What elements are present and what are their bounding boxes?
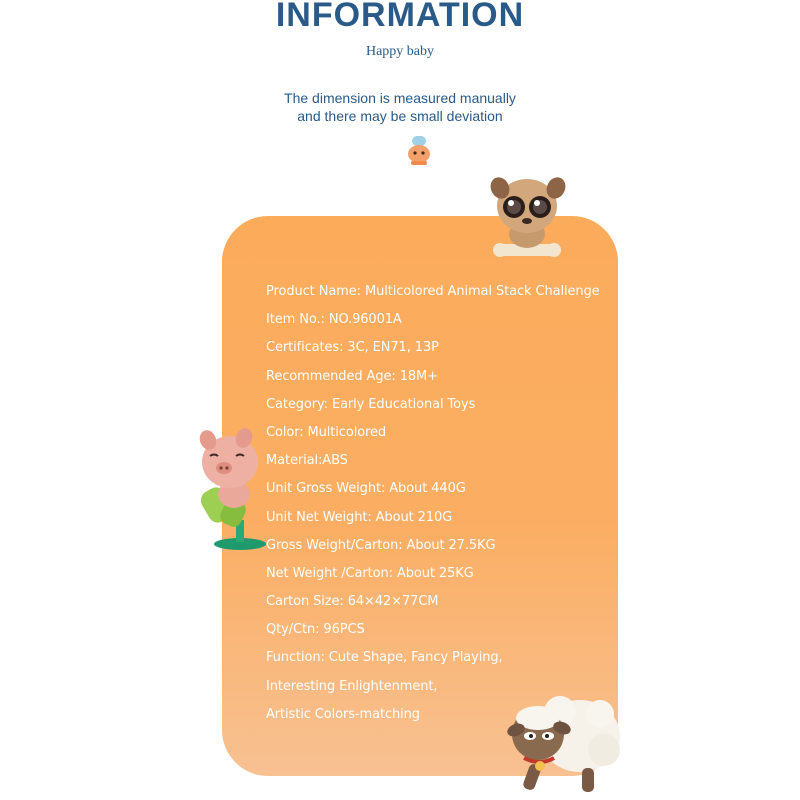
spec-unit-net-weight: Unit Net Weight: About 210G	[266, 509, 453, 525]
spec-certificates: Certificates: 3C, EN71, 13P	[266, 340, 439, 356]
pug-dog-toy-icon	[486, 174, 568, 260]
spec-qty-ctn: Qty/Ctn: 96PCS	[266, 622, 365, 638]
spec-category: Category: Early Educational Toys	[266, 396, 476, 412]
dimension-note	[0, 89, 800, 125]
spec-net-weight-carton: Net Weight /Carton: About 25KG	[266, 565, 474, 581]
spec-gross-weight-carton: Gross Weight/Carton: About 27.5KG	[266, 537, 496, 553]
note-line-1: The dimension is measured manually	[284, 90, 516, 106]
spec-list	[266, 278, 626, 729]
spec-function: Function: Cute Shape, Fancy Playing,	[266, 650, 503, 666]
page-title: INFORMATION	[275, 0, 525, 34]
spec-function-cont-2: Artistic Colors-matching	[266, 706, 420, 722]
spec-unit-gross-weight: Unit Gross Weight: About 440G	[266, 481, 466, 497]
spec-carton-size: Carton Size: 64×42×77CM	[266, 594, 439, 610]
spec-color: Color: Multicolored	[266, 424, 387, 440]
spec-material: Material:ABS	[266, 453, 348, 469]
note-line-2: and there may be small deviation	[297, 108, 503, 124]
pig-toy-icon	[196, 428, 272, 552]
spec-item-no: Item No.: NO.96001A	[266, 312, 402, 328]
spec-product-name: Product Name: Multicolored Animal Stack Challenge	[266, 284, 600, 299]
page-subtitle: Happy baby	[365, 44, 435, 59]
spec-recommended-age: Recommended Age: 18M+	[266, 368, 438, 384]
spec-function-cont-1: Interesting Enlightenment,	[266, 678, 438, 694]
small-toy-icon	[405, 136, 433, 166]
sheep-toy-icon	[504, 684, 624, 796]
